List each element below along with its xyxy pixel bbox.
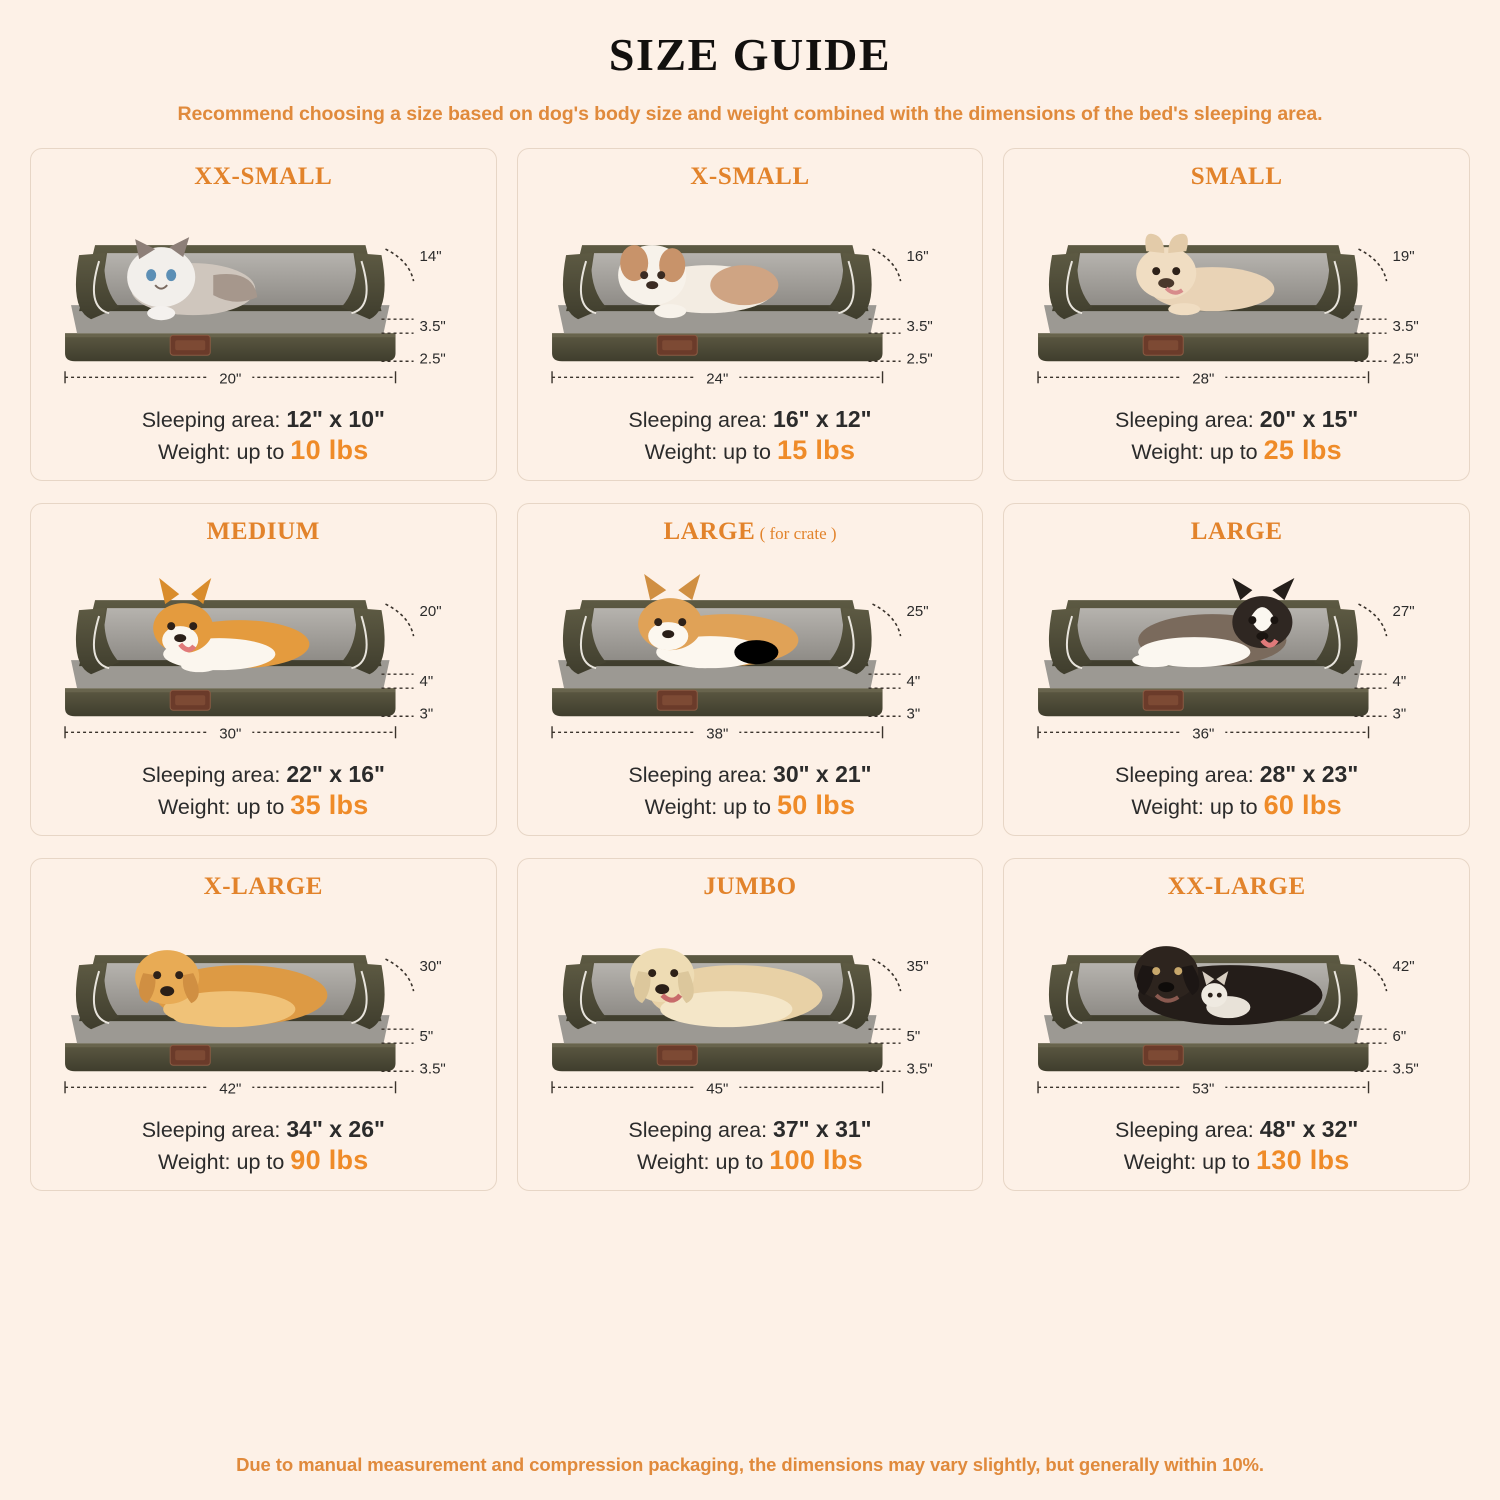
illustration-shih-tzu [530,193,971,403]
bed-diagram-svg [43,548,484,758]
dim-base-label: 3.5" [906,1060,933,1078]
footer-note: Due to manual measurement and compression packaging, the dimensions may vary slightly, but generally within 10%. [236,1454,1264,1475]
size-card-name: X-SMALL [690,163,810,190]
weight-line [1016,789,1457,823]
dim-height-label: 14" [419,248,442,266]
size-card-title [43,518,484,546]
sleeping-area-label: Sleeping area: [1115,1118,1260,1143]
sleeping-area-line [530,1115,971,1144]
size-card-title [43,163,484,191]
sleeping-area-value: 30" x 21" [773,761,872,788]
dim-base-label: 3.5" [419,1060,446,1078]
sleeping-area-line [43,1115,484,1144]
size-card-specs [43,1115,484,1178]
dim-bolster-label: 5" [419,1028,434,1046]
size-card-large [517,503,984,836]
sleeping-area-value: 16" x 12" [773,406,872,433]
dim-height-label: 42" [1392,957,1415,975]
sleeping-area-label: Sleeping area: [141,763,287,788]
size-card-title [530,163,971,191]
bed-diagram-svg [43,193,484,403]
sleeping-area-label: Sleeping area: [141,1118,287,1143]
bed-diagram-svg [43,903,484,1113]
dim-width-label: 30" [219,725,242,743]
illustration-corgi [43,548,484,758]
sleeping-area-label: Sleeping area: [1115,408,1260,433]
size-card-name: X-LARGE [203,872,324,900]
sleeping-area-value: 20" x 15" [1259,406,1359,433]
sleeping-area-line [43,760,484,789]
dim-width-label: 45" [705,1080,728,1098]
sleeping-area-line [1016,405,1457,434]
sleeping-area-value: 34" x 26" [286,1116,385,1143]
weight-label: Weight: up to [158,795,291,820]
size-card-x-large [30,858,497,1191]
weight-value: 15 lbs [776,435,856,466]
weight-label: Weight: up to [158,440,291,465]
size-card-xx-small [30,148,497,481]
dim-height-label: 30" [419,957,442,975]
weight-line [530,434,971,468]
weight-value: 10 lbs [290,435,369,466]
weight-line [1016,1144,1457,1178]
weight-line [43,789,484,823]
dim-width-label: 53" [1192,1080,1215,1098]
dim-bolster-label: 4" [906,673,920,691]
size-card-title [1016,518,1457,546]
sleeping-area-label: Sleeping area: [1115,763,1260,788]
illustration-golden-retriever [43,903,484,1113]
size-card-specs [43,760,484,823]
sleeping-area-label: Sleeping area: [628,408,774,433]
size-card-specs [1016,405,1457,468]
size-card-suffix: ( for crate ) [755,523,837,543]
size-card-title [43,873,484,901]
sleeping-area-value: 22" x 16" [286,761,385,788]
weight-line [530,1144,971,1178]
dim-height-label: 27" [1392,603,1415,621]
size-card-medium [30,503,497,836]
dim-width-label: 36" [1192,725,1215,743]
size-card-title [530,873,971,901]
dim-bolster-label: 3.5" [906,318,933,336]
dim-bolster-label: 3.5" [419,318,446,336]
size-card-grid [30,148,1470,1191]
dim-base-label: 2.5" [1392,350,1420,368]
size-card-title [1016,163,1457,191]
dim-width-label: 42" [219,1080,242,1098]
dim-base-label: 2.5" [906,350,933,368]
dim-bolster-label: 3.5" [1392,318,1420,336]
dim-height-label: 16" [906,248,929,266]
sleeping-area-label: Sleeping area: [628,1118,774,1143]
bed-diagram-svg [530,548,971,758]
size-card-xx-large [1003,858,1470,1191]
size-card-name: LARGE [1190,517,1283,545]
sleeping-area-line [1016,1115,1457,1144]
weight-value: 90 lbs [290,1145,369,1176]
dim-height-label: 20" [419,603,442,621]
size-card-specs [43,405,484,468]
illustration-cat [43,193,484,403]
dim-width-label: 28" [1192,370,1215,388]
dim-base-label: 3" [419,705,434,723]
illustration-shiba-inu [530,548,971,758]
bed-diagram-svg [1016,193,1457,403]
sleeping-area-line [530,760,971,789]
page-title: SIZE GUIDE [608,29,892,80]
illustration-french-bulldog [1016,193,1457,403]
sleeping-area-value: 48" x 32" [1259,1116,1359,1143]
sleeping-area-value: 28" x 23" [1259,761,1359,788]
size-card-title [1016,873,1457,901]
sleeping-area-line [43,405,484,434]
bed-diagram-svg [530,903,971,1113]
illustration-rottweiler-and-chihuahua [1016,903,1457,1113]
size-card-name: XX-LARGE [1167,872,1306,900]
illustration-border-collie [1016,548,1457,758]
bed-diagram-svg [1016,548,1457,758]
dim-base-label: 3" [1392,705,1407,723]
weight-line [1016,434,1457,468]
dim-bolster-label: 4" [1392,673,1407,691]
dim-width-label: 38" [705,725,728,743]
sleeping-area-value: 12" x 10" [286,406,385,433]
size-card-specs [530,1115,971,1178]
weight-value: 25 lbs [1263,435,1342,466]
dim-height-label: 35" [906,957,929,975]
size-card-name: XX-SMALL [194,163,333,190]
weight-line [43,1144,484,1178]
size-card-name: LARGE [663,517,756,545]
dim-height-label: 25" [906,603,929,621]
bed-diagram-svg [1016,903,1457,1113]
weight-line [530,789,971,823]
dim-width-label: 20" [219,370,242,388]
dim-bolster-label: 6" [1392,1028,1407,1046]
weight-value: 100 lbs [769,1145,863,1176]
sleeping-area-value: 37" x 31" [773,1116,872,1143]
size-card-large [1003,503,1470,836]
weight-label: Weight: up to [158,1150,291,1175]
weight-label: Weight: up to [1131,440,1264,465]
size-card-name: JUMBO [703,872,797,900]
page-subtitle: Recommend choosing a size based on dog's body size and weight combined with the dimensions of the bed's sleeping area. [177,103,1323,125]
dim-height-label: 19" [1392,248,1415,266]
size-card-specs [530,760,971,823]
dim-base-label: 3.5" [1392,1060,1420,1078]
dim-bolster-label: 4" [419,673,434,691]
size-card-specs [1016,760,1457,823]
weight-value: 50 lbs [776,790,856,821]
size-card-specs [1016,1115,1457,1178]
illustration-labrador [530,903,971,1113]
sleeping-area-label: Sleeping area: [141,408,287,433]
size-card-jumbo [517,858,984,1191]
dim-base-label: 2.5" [419,350,446,368]
dim-base-label: 3" [906,705,920,723]
size-card-small [1003,148,1470,481]
weight-label: Weight: up to [1131,795,1264,820]
size-card-x-small [517,148,984,481]
weight-line [43,434,484,468]
dim-bolster-label: 5" [906,1028,920,1046]
weight-label: Weight: up to [1123,1150,1256,1175]
bed-diagram-svg [530,193,971,403]
size-card-name: MEDIUM [206,517,320,545]
weight-value: 60 lbs [1263,790,1342,821]
sleeping-area-line [530,405,971,434]
weight-label: Weight: up to [637,1150,770,1175]
weight-value: 130 lbs [1255,1145,1350,1176]
weight-value: 35 lbs [290,790,369,821]
weight-label: Weight: up to [644,440,777,465]
dim-width-label: 24" [705,370,728,388]
size-card-name: SMALL [1190,163,1283,190]
size-card-specs [530,405,971,468]
sleeping-area-label: Sleeping area: [628,763,774,788]
sleeping-area-line [1016,760,1457,789]
weight-label: Weight: up to [644,795,777,820]
size-card-title [530,518,971,546]
